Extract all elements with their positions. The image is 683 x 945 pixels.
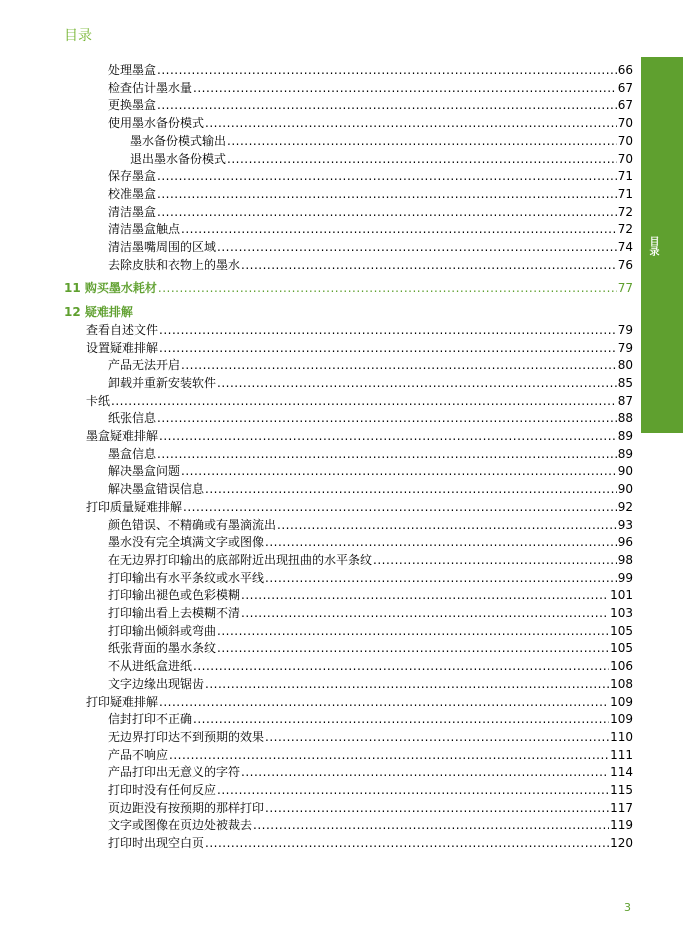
toc-leader-dots [217, 376, 617, 390]
toc-entry[interactable] [86, 691, 633, 709]
toc-entry-page: 92 [617, 499, 633, 514]
toc-entry-page: 87 [617, 393, 633, 408]
toc-entry-page: 90 [617, 482, 633, 497]
toc-entry-label: 退出墨水备份模式 [130, 151, 227, 166]
toc-leader-dots [265, 801, 609, 815]
toc-entry[interactable] [130, 130, 633, 148]
toc-leader-dots [193, 81, 617, 95]
toc-entry-page: 103 [610, 606, 633, 620]
toc-entry-label: 保存墨盒 [108, 169, 157, 184]
toc-entry-page: 72 [617, 222, 633, 237]
toc-entry-label: 打印质量疑难排解 [86, 499, 183, 514]
toc-entry-label: 打印时出现空白页 [108, 836, 205, 851]
toc-entry[interactable] [108, 183, 633, 201]
toc-leader-dots [241, 765, 609, 779]
toc-entry[interactable] [108, 372, 633, 390]
toc-entry[interactable] [108, 549, 633, 567]
toc-entry-page: 110 [610, 729, 633, 744]
toc-entry[interactable] [108, 201, 633, 219]
toc-entry-page: 71 [617, 169, 633, 184]
toc-leader-dots [217, 783, 609, 797]
toc-entry-page: 89 [617, 429, 633, 443]
toc-entry-label: 处理墨盒 [108, 63, 157, 77]
toc-entry-label: 卸载并重新安装软件 [108, 375, 217, 390]
toc-entry-label: 墨盒信息 [108, 446, 157, 461]
toc-entry[interactable] [108, 460, 633, 478]
toc-entry[interactable] [86, 425, 633, 443]
toc-leader-dots [205, 482, 617, 496]
toc-leader-dots [241, 258, 617, 272]
toc-entry-page: 108 [610, 676, 633, 691]
toc-entry[interactable] [108, 602, 633, 620]
toc-entry-label: 解决墨盒问题 [108, 464, 181, 479]
toc-leader-dots [205, 116, 617, 130]
toc-leader-dots [157, 411, 617, 425]
toc-entry[interactable] [108, 814, 633, 832]
toc-leader-dots [241, 606, 609, 620]
toc-leader-dots [217, 624, 609, 638]
toc-entry[interactable] [108, 584, 633, 602]
toc-entry-page: 120 [610, 836, 633, 851]
toc-entry-page: 109 [610, 712, 633, 727]
toc-entry[interactable] [108, 112, 633, 130]
toc-leader-dots [241, 588, 609, 602]
toc-leader-dots [205, 836, 609, 850]
toc-entry[interactable] [108, 761, 633, 779]
toc-entry-page: 85 [617, 375, 633, 390]
toc-entry-page: 89 [617, 446, 633, 461]
toc-entry-page: 109 [610, 694, 633, 709]
toc-entry-label: 不从进纸盒进纸 [108, 659, 193, 674]
toc-leader-dots [277, 518, 617, 532]
toc-entry[interactable] [108, 708, 633, 726]
toc-entry[interactable] [108, 254, 633, 272]
toc-entry-label: 校准墨盒 [108, 186, 157, 201]
toc-entry-label: 产品不响应 [108, 747, 169, 762]
toc-entry[interactable] [108, 673, 633, 691]
toc-entry[interactable] [108, 407, 633, 425]
toc-entry[interactable] [108, 443, 633, 461]
toc-entry[interactable] [108, 77, 633, 95]
toc-entry-label: 墨盒疑难排解 [86, 429, 159, 443]
toc-entry[interactable] [108, 354, 633, 372]
toc-leader-dots [157, 447, 617, 461]
toc-entry[interactable] [86, 390, 633, 408]
toc-entry-label: 查看自述文件 [86, 322, 159, 337]
toc-chapter-entry[interactable] [64, 301, 633, 319]
toc-entry-label: 解决墨盒错误信息 [108, 482, 205, 497]
toc-entry-page: 98 [617, 552, 633, 567]
toc-entry-page: 70 [617, 133, 633, 148]
toc-entry-page: 70 [617, 151, 633, 166]
toc-entry-page: 72 [617, 204, 633, 219]
toc-leader-dots [181, 358, 617, 372]
toc-leader-dots [183, 500, 617, 514]
toc-entry-label: 在无边界打印输出的底部附近出现扭曲的水平条纹 [108, 552, 373, 567]
toc-entry-label: 文字或图像在页边处被裁去 [108, 818, 253, 833]
toc-entry[interactable] [108, 832, 633, 850]
toc-entry-label: 12 疑难排解 [64, 305, 133, 320]
toc-entry-page: 106 [610, 659, 633, 674]
toc-entry-label: 纸张信息 [108, 411, 157, 426]
toc-entry-label: 纸张背面的墨水条纹 [108, 641, 217, 656]
toc-leader-dots [111, 394, 617, 408]
toc-entry-page: 105 [610, 641, 633, 656]
toc-entry[interactable] [108, 726, 633, 744]
toc-entry-label: 产品打印出无意义的字符 [108, 765, 241, 780]
toc-entry[interactable] [108, 531, 633, 549]
toc-leader-dots [159, 429, 617, 443]
toc-entry[interactable] [108, 637, 633, 655]
toc-entry[interactable] [86, 496, 633, 514]
toc-entry[interactable] [108, 620, 633, 638]
toc-entry-label: 11 购买墨水耗材 [64, 281, 157, 296]
toc-leader-dots [158, 281, 617, 295]
toc-entry-label: 清洁墨盒 [108, 204, 157, 219]
toc-entry-page: 67 [617, 98, 633, 113]
toc-entry-label: 打印输出褪色或色彩模糊 [108, 588, 241, 603]
toc-entry-page: 90 [617, 464, 633, 479]
toc-entry-label: 卡纸 [86, 393, 111, 408]
toc-leader-dots [159, 341, 617, 355]
toc-leader-dots [157, 169, 617, 183]
toc-entry-page: 70 [617, 116, 633, 131]
toc-entry-label: 清洁墨盒触点 [108, 222, 181, 237]
toc-leader-dots [157, 63, 617, 77]
toc-leader-dots [373, 553, 617, 567]
toc-entry-label: 设置疑难排解 [86, 340, 159, 355]
toc-leader-dots [265, 535, 617, 549]
toc-entry[interactable] [108, 514, 633, 532]
toc-entry[interactable] [130, 148, 633, 166]
toc-entry-page: 79 [617, 340, 633, 355]
toc-entry-page: 66 [617, 63, 633, 77]
toc-leader-dots [157, 205, 617, 219]
toc-entry-label: 打印输出倾斜或弯曲 [108, 623, 217, 638]
page-header-title: 目录 [64, 28, 92, 44]
toc-chapter-entry[interactable] [64, 277, 633, 295]
toc-leader-dots [205, 677, 609, 691]
toc-entry[interactable] [108, 797, 633, 815]
toc-entry-label: 检查估计墨水量 [108, 80, 193, 95]
toc-leader-dots [193, 712, 609, 726]
toc-entry-label: 打印输出有水平条纹或水平线 [108, 570, 265, 585]
toc-entry-page: 115 [610, 783, 633, 797]
toc-entry-label: 页边距没有按预期的那样打印 [108, 800, 265, 815]
toc-leader-dots [181, 464, 617, 478]
toc-entry-label: 文字边缘出现锯齿 [108, 676, 205, 691]
toc-leader-dots [193, 659, 609, 673]
toc-leader-dots [217, 641, 609, 655]
toc-entry-label: 无边界打印达不到预期的效果 [108, 729, 265, 744]
toc-entry-page: 88 [617, 411, 633, 426]
toc-entry-page: 80 [617, 358, 633, 373]
toc-entry-label: 颜色错误、不精确或有墨滴流出 [108, 517, 277, 532]
toc-entry-label: 使用墨水备份模式 [108, 116, 205, 131]
toc-leader-dots [227, 134, 617, 148]
toc-entry-label: 信封打印不正确 [108, 712, 193, 727]
toc-entry-page: 111 [610, 747, 633, 762]
toc-entry-page: 105 [610, 623, 633, 638]
toc-leader-dots [157, 98, 617, 112]
toc-entry[interactable] [108, 779, 633, 797]
toc-entry[interactable] [108, 59, 633, 77]
toc-leader-dots [159, 695, 609, 709]
toc-entry-label: 墨水没有完全填满文字或图像 [108, 535, 265, 550]
toc-entry-page: 77 [617, 281, 633, 296]
toc-entry-page: 119 [610, 818, 633, 833]
toc-entry[interactable] [108, 165, 633, 183]
toc-entry-page: 93 [617, 517, 633, 532]
toc-entry-label: 打印疑难排解 [86, 694, 159, 709]
toc-leader-dots [157, 187, 617, 201]
toc-entry-label: 打印时没有任何反应 [108, 783, 217, 797]
toc-entry-page: 74 [617, 240, 633, 254]
toc-leader-dots [217, 240, 617, 254]
toc-entry[interactable] [108, 478, 633, 496]
toc-entry-page: 76 [617, 257, 633, 272]
toc-entry-label: 打印输出看上去模糊不清 [108, 606, 241, 620]
toc-entry[interactable] [108, 236, 633, 254]
toc-entry-page: 79 [617, 322, 633, 337]
toc-entry-label: 清洁墨嘴周围的区域 [108, 240, 217, 254]
toc-entry-label: 产品无法开启 [108, 358, 181, 373]
toc-entry-page: 114 [610, 765, 633, 780]
toc-entry[interactable] [108, 567, 633, 585]
toc-entry-label: 去除皮肤和衣物上的墨水 [108, 257, 241, 272]
toc-leader-dots [265, 571, 617, 585]
toc-entry[interactable] [108, 655, 633, 673]
toc-leader-dots [181, 222, 617, 236]
toc-entry-label: 更换墨盒 [108, 98, 157, 113]
toc-entry[interactable] [108, 218, 633, 236]
toc-entry[interactable] [86, 319, 633, 337]
side-tab-label: 目录 [647, 236, 658, 256]
toc-entry[interactable] [108, 94, 633, 112]
toc-leader-dots [253, 818, 609, 832]
toc-entry[interactable] [86, 337, 633, 355]
toc-leader-dots [169, 748, 609, 762]
toc-entry-page: 101 [610, 588, 633, 603]
toc-entry-page: 96 [617, 535, 633, 550]
toc-entry-page: 117 [610, 800, 633, 815]
toc-leader-dots [227, 152, 617, 166]
toc-entry-page: 71 [617, 186, 633, 201]
toc-entry-page: 99 [617, 570, 633, 585]
toc-leader-dots [265, 730, 609, 744]
toc-entry-label: 墨水备份模式输出 [130, 133, 227, 148]
page-number: 3 [624, 901, 631, 914]
toc-entry[interactable] [108, 744, 633, 762]
toc-entry-page: 67 [617, 80, 633, 95]
toc-leader-dots [159, 323, 617, 337]
